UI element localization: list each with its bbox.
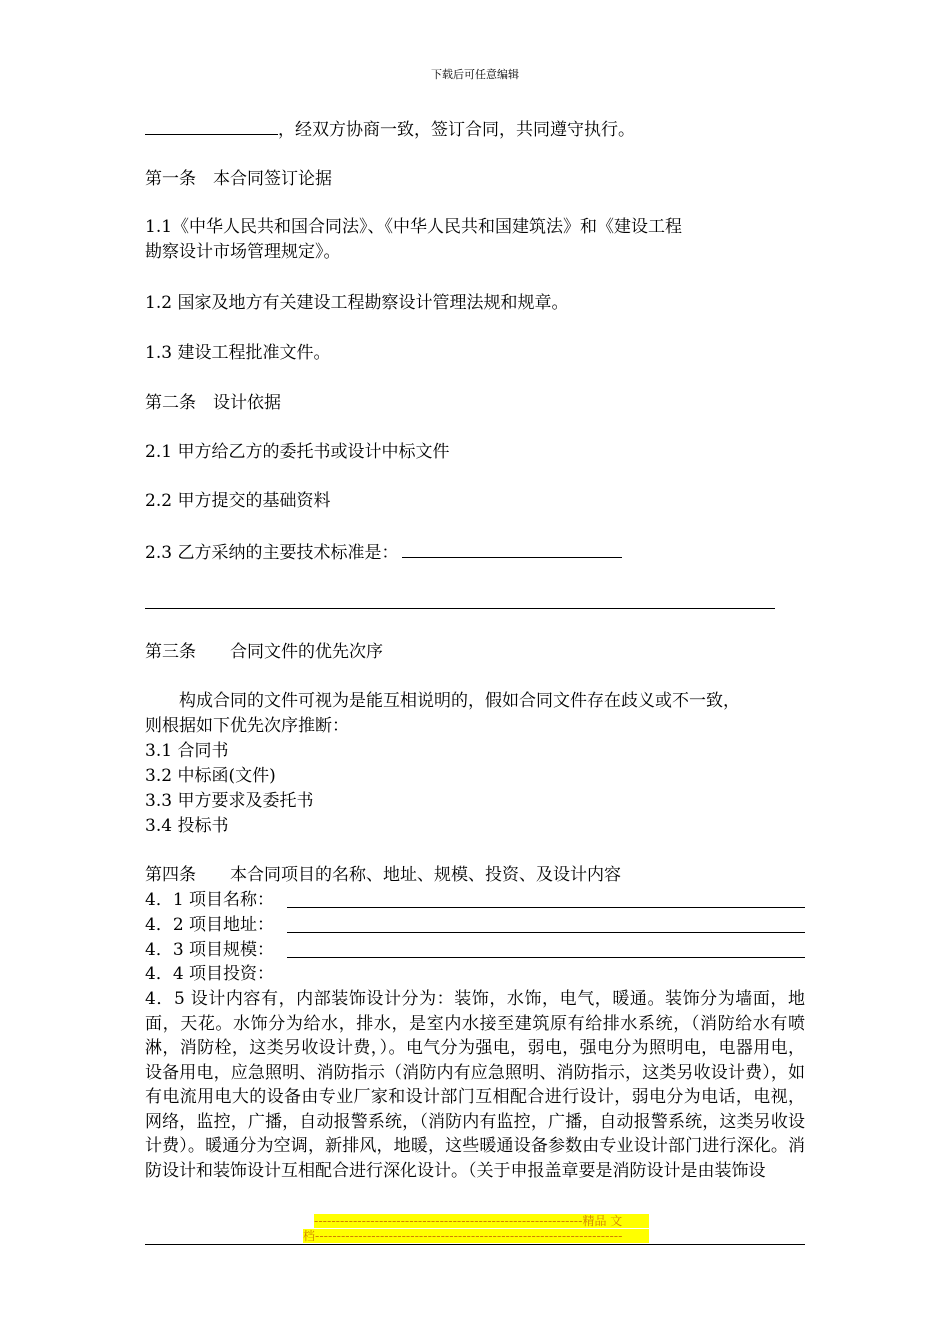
clause-2-3-text: 2.3 乙方采纳的主要技术标准是：: [145, 543, 399, 563]
blank-line: [287, 957, 805, 958]
footer-line-2: 档-----------------------------------------------------------------------: [303, 1229, 649, 1243]
intro-text: ，经双方协商一致，签订合同，共同遵守执行。: [278, 120, 635, 140]
article-2-heading: 第二条 设计依据: [145, 393, 281, 413]
clause-3-2: 3.2 中标函(文件): [145, 766, 276, 786]
clause-1-3: 1.3 建设工程批准文件。: [145, 343, 331, 363]
clause-4-4: 4．4 项目投资：: [145, 964, 275, 984]
blank-field: [402, 539, 622, 558]
clause-4-5: 4．5 设计内容有，内部装饰设计分为：装饰，水饰，电气，暖通。装饰分为墙面，地面，天花。水饰分为给水，排水，是室内水接至建筑原有给排水系统，（消防给水有喷淋，消防栓，这类另收设计费，）。电气分为强电，弱电，强电分为照明电，电器用电，设备用电，应急照明、消防指示（消防内有应急照明、消防指示，这类另收设计费），如有电流用电大的设备由专业厂家和设计部门互相配合进行设计，弱电分为电话，电视，网络，监控，广播，自动报警系统，（消防内有监控，广播，自动报警系统，这类另收设计费）。暖通分为空调，新排风，地暖，这些暖通设备参数由专业设计部门进行深化。消防设计和装饰设计互相配合进行深化设计。（关于申报盖章要是消防设计是由装饰设: [145, 989, 805, 1181]
article-3-heading: 第三条 合同文件的优先次序: [145, 642, 383, 662]
clause-4-1: 4．1 项目名称：: [145, 890, 275, 910]
clause-3-intro-cont: 则根据如下优先次序推断：: [145, 716, 349, 736]
clause-2-2: 2.2 甲方提交的基础资料: [145, 491, 331, 511]
article-4-heading: 第四条 本合同项目的名称、地址、规模、投资、及设计内容: [145, 865, 621, 885]
blank-line: [145, 608, 775, 609]
clause-3-3: 3.3 甲方要求及委托书: [145, 791, 314, 811]
article-1-heading: 第一条 本合同签订论据: [145, 169, 332, 189]
footer-line-1: --------------------------------------------------------------精品 文: [314, 1214, 649, 1228]
page-header: 下载后可任意编辑: [431, 68, 519, 81]
clause-4-2: 4．2 项目地址：: [145, 915, 275, 935]
blank-field: [145, 116, 278, 135]
clause-2-1: 2.1 甲方给乙方的委托书或设计中标文件: [145, 442, 450, 462]
clause-1-1-cont: 勘察设计市场管理规定》。: [145, 242, 341, 262]
clause-4-3: 4．3 项目规模：: [145, 940, 275, 960]
clause-3-1: 3.1 合同书: [145, 741, 229, 761]
intro-line: [145, 116, 635, 142]
clause-3-intro: 构成合同的文件可视为是能互相说明的，假如合同文件存在歧义或不一致，: [145, 691, 740, 711]
clause-3-4: 3.4 投标书: [145, 816, 229, 836]
footer-rule: [145, 1244, 805, 1245]
blank-line: [287, 907, 805, 908]
clause-2-3: [145, 539, 622, 565]
clause-1-2: 1.2 国家及地方有关建设工程勘察设计管理法规和规章。: [145, 293, 569, 313]
blank-line: [287, 932, 805, 933]
clause-1-1: 1.1《中华人民共和国合同法》、《中华人民共和国建筑法》和《建设工程: [145, 217, 683, 237]
